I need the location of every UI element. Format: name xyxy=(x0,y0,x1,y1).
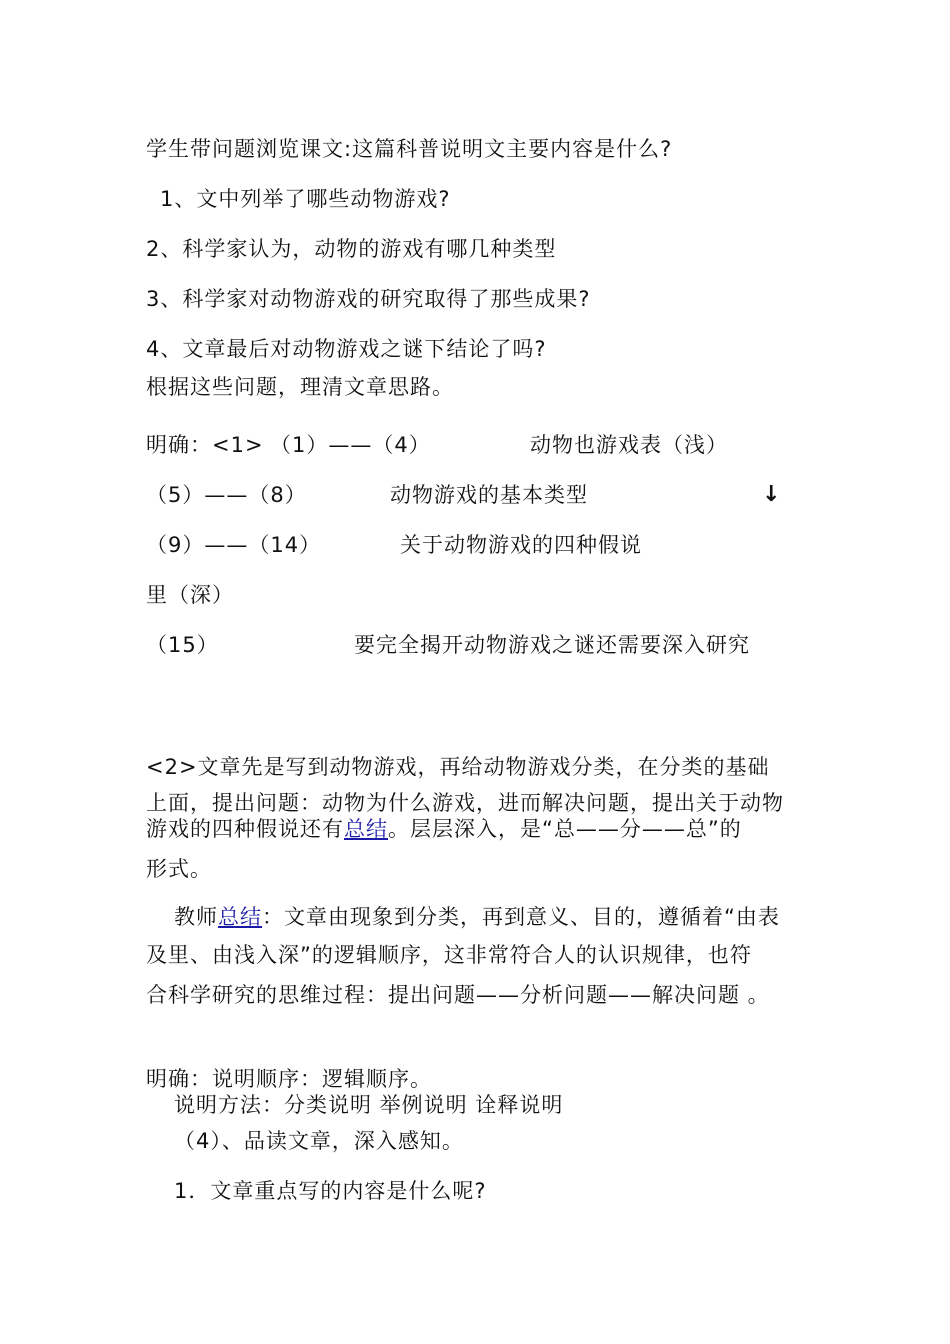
step4-heading: （4）、品读文章，深入感知。 xyxy=(174,1129,464,1153)
para3-line2: 及里、由浅入深”的逻辑顺序，这非常符合人的认识规律，也符 xyxy=(146,943,752,967)
para3-line1-pre: 教师 xyxy=(174,905,218,929)
para2-line3 xyxy=(146,816,742,842)
para3-line1 xyxy=(174,904,780,930)
question-1: 1、文中列举了哪些动物游戏? xyxy=(160,187,451,211)
question-intro: 学生带问题浏览课文:这篇科普说明文主要内容是什么? xyxy=(146,137,673,161)
outline-desc-4: 要完全揭开动物游戏之谜还需要深入研究 xyxy=(354,633,750,657)
para3-line1-post: ：文章由现象到分类，再到意义、目的，遵循着“由表 xyxy=(262,905,780,929)
outline-desc-2: 动物游戏的基本类型 xyxy=(390,483,588,507)
question-4: 4、文章最后对动物游戏之谜下结论了吗? xyxy=(146,337,547,361)
outline-range-1: （1）——（4） xyxy=(270,433,431,457)
down-arrow-icon: ↓ xyxy=(762,482,782,507)
summary-link[interactable]: 总结 xyxy=(344,817,388,841)
para2-line1: <2>文章先是写到动物游戏，再给动物游戏分类，在分类的基础 xyxy=(146,755,770,779)
outline-inner-label: 里（深） xyxy=(146,583,234,607)
para3-line3: 合科学研究的思维过程：提出问题——分析问题——解决问题 。 xyxy=(146,983,770,1007)
question-3: 3、科学家对动物游戏的研究取得了那些成果? xyxy=(146,287,591,311)
outline-prefix: 明确：<1> xyxy=(146,433,264,457)
clarify-methods: 说明方法：分类说明 举例说明 诠释说明 xyxy=(174,1093,564,1117)
teacher-summary-link[interactable]: 总结 xyxy=(218,905,262,929)
para2-line3-pre: 游戏的四种假说还有 xyxy=(146,817,344,841)
outline-range-2: （5）——（8） xyxy=(146,483,307,507)
final-question: 1．文章重点写的内容是什么呢? xyxy=(174,1179,487,1203)
outline-desc-1: 动物也游戏表（浅） xyxy=(530,433,728,457)
outline-desc-3: 关于动物游戏的四种假说 xyxy=(400,533,642,557)
question-summary: 根据这些问题，理清文章思路。 xyxy=(146,375,454,399)
outline-range-3: （9）——（14） xyxy=(146,533,322,557)
question-2: 2、科学家认为，动物的游戏有哪几种类型 xyxy=(146,237,557,261)
para2-line3-post: 。层层深入，是“总——分——总”的 xyxy=(388,817,742,841)
outline-range-4: （15） xyxy=(146,633,219,657)
clarify-order: 明确：说明顺序：逻辑顺序。 xyxy=(146,1067,432,1091)
para2-line2: 上面，提出问题：动物为什么游戏，进而解决问题，提出关于动物 xyxy=(146,791,784,815)
para2-line4: 形式。 xyxy=(146,857,212,881)
